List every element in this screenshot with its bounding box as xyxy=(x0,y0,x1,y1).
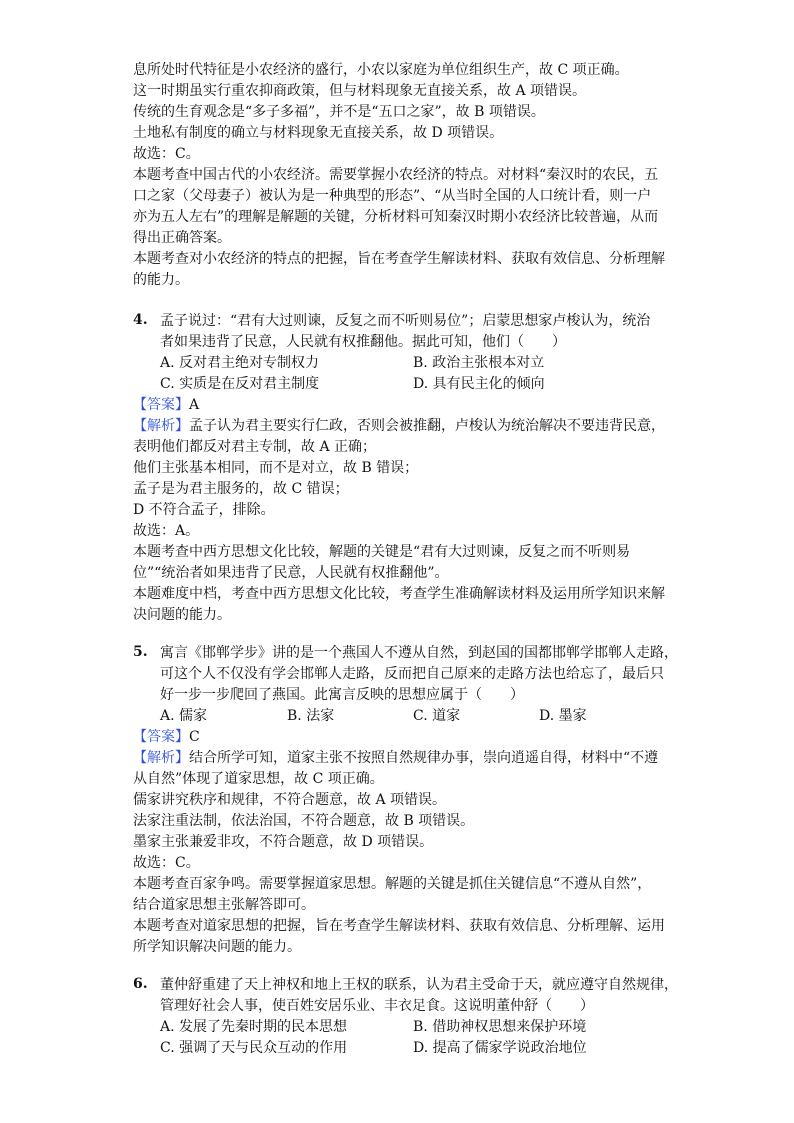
analysis-tag: 【解析】 xyxy=(133,750,189,766)
analysis-line: 本题考查百家争鸣。需要掌握道家思想。解题的关键是抓住关键信息“不遵从自然”， xyxy=(133,876,652,892)
option-c: C. 道家 xyxy=(413,708,461,724)
analysis-line: 表明他们都反对君主专制，故 A 正确； xyxy=(133,439,377,455)
answer-value: A xyxy=(189,397,200,413)
analysis-line: 故选：A。 xyxy=(133,523,200,539)
analysis-line: 本题难度中档，考查中西方思想文化比较，考查学生准确解读材料及运用所学知识来解 xyxy=(133,586,665,602)
question-stem: 可这个人不仅没有学会邯郸人走路，反而把自己原来的走路方法也给忘了，最后只 xyxy=(160,666,664,682)
question-stem: 寓言《邯郸学步》讲的是一个燕国人不遵从自然，到赵国的国都邯郸学邯郸人走路， xyxy=(160,645,678,661)
analysis-line: 结合道家思想主张解答即可。 xyxy=(133,897,315,913)
answer-tag: 【答案】 xyxy=(133,729,189,745)
analysis-line: 孟子是为君主服务的，故 C 错误； xyxy=(133,481,349,497)
option-d: D. 墨家 xyxy=(539,708,587,724)
analysis-line: D 不符合孟子，排除。 xyxy=(133,502,275,518)
analysis-line: 故选：C。 xyxy=(133,855,200,871)
question-number: 6. xyxy=(133,976,148,992)
question-stem: 管理好社会人事，使百姓安居乐业、丰衣足食。这说明董仲舒（ ） xyxy=(160,998,594,1014)
analysis-line: 位”“统治者如果违背了民意，人民就有权推翻他”。 xyxy=(133,565,449,581)
question-number: 5. xyxy=(133,644,148,660)
answer-line xyxy=(133,727,200,748)
question-stem: 董仲舒重建了天上神权和地上王权的联系，认为君主受命于天，就应遵守自然规律， xyxy=(160,977,678,993)
option-a: A. 发展了先秦时期的民本思想 xyxy=(160,1019,348,1035)
analysis-line: 传统的生育观念是“多子多福”，并不是“五口之家”，故 B 项错误。 xyxy=(133,104,545,120)
question-stem: 好一步一步爬回了燕国。此寓言反映的思想应属于（ ） xyxy=(160,687,524,703)
question-stem: 者如果违背了民意，人民就有权推翻他。据此可知，他们（ ） xyxy=(160,334,566,350)
option-c: C. 强调了天与民众互动的作用 xyxy=(160,1040,348,1056)
analysis-line: 故选：C。 xyxy=(133,146,200,162)
analysis-line: 本题考查中国古代的小农经济。需要掌握小农经济的特点。对材料“秦汉时的农民，五 xyxy=(133,167,659,183)
analysis-line: 这一时期虽实行重农抑商政策，但与材料现象无直接关系，故 A 项错误。 xyxy=(133,83,587,99)
analysis-line: 息所处时代特征是小农经济的盛行，小农以家庭为单位组织生产，故 C 项正确。 xyxy=(133,62,629,78)
analysis-text: 孟子认为君主要实行仁政，否则会被推翻，卢梭认为统治解决不要违背民意， xyxy=(189,418,665,434)
analysis-line: 的能力。 xyxy=(133,272,189,288)
analysis-line: 儒家讲究秩序和规律，不符合题意，故 A 项错误。 xyxy=(133,792,447,808)
option-b: B. 法家 xyxy=(287,708,335,724)
analysis-line: 本题考查对小农经济的特点的把握，旨在考查学生解读材料、获取有效信息、分析理解 xyxy=(133,251,665,267)
option-a: A. 儒家 xyxy=(160,708,208,724)
option-b: B. 政治主张根本对立 xyxy=(413,355,545,371)
analysis-text: 结合所学可知，道家主张不按照自然规律办事，崇向逍遥自得，材料中“不遵 xyxy=(189,750,659,766)
analysis-line xyxy=(133,416,665,437)
option-b: B. 借助神权思想来保护环境 xyxy=(413,1019,587,1035)
analysis-tag: 【解析】 xyxy=(133,418,189,434)
option-d: D. 具有民主化的倾向 xyxy=(413,376,545,392)
analysis-line: 他们主张基本相同，而不是对立，故 B 错误； xyxy=(133,460,419,476)
answer-line xyxy=(133,395,199,416)
analysis-line: 得出正确答案。 xyxy=(133,230,231,246)
answer-value: C xyxy=(189,729,200,745)
analysis-line: 亦为五人左右”的理解是解题的关键，分析材料可知秦汉时期小农经济比较普遍，从而 xyxy=(133,209,659,225)
analysis-line: 口之家（父母妻子）被认为是一种典型的形态”、“从当时全国的人口统计看，则一户 xyxy=(133,188,652,204)
answer-tag: 【答案】 xyxy=(133,397,189,413)
question-stem: 孟子说过：“君有大过则谏，反复之而不听则易位”；启蒙思想家卢梭认为，统治 xyxy=(160,313,651,329)
analysis-line xyxy=(133,748,658,769)
question-number: 4. xyxy=(133,312,148,328)
analysis-line: 所学知识解决问题的能力。 xyxy=(133,939,301,955)
analysis-line: 本题考查对道家思想的把握，旨在考查学生解读材料、获取有效信息、分析理解、运用 xyxy=(133,918,665,934)
option-d: D. 提高了儒家学说政治地位 xyxy=(413,1040,587,1056)
analysis-line: 墨家主张兼爱非攻，不符合题意，故 D 项错误。 xyxy=(133,834,434,850)
analysis-line: 从自然”体现了道家思想，故 C 项正确。 xyxy=(133,771,384,787)
option-a: A. 反对君主绝对专制权力 xyxy=(160,355,320,371)
analysis-line: 本题考查中西方思想文化比较，解题的关键是“君有大过则谏，反复之而不听则易 xyxy=(133,544,631,560)
option-c: C. 实质是在反对君主制度 xyxy=(160,376,320,392)
analysis-line: 决问题的能力。 xyxy=(133,607,231,623)
analysis-line: 法家注重法制，依法治国，不符合题意，故 B 项错误。 xyxy=(133,813,475,829)
analysis-line: 土地私有制度的确立与材料现象无直接关系，故 D 项错误。 xyxy=(133,125,504,141)
